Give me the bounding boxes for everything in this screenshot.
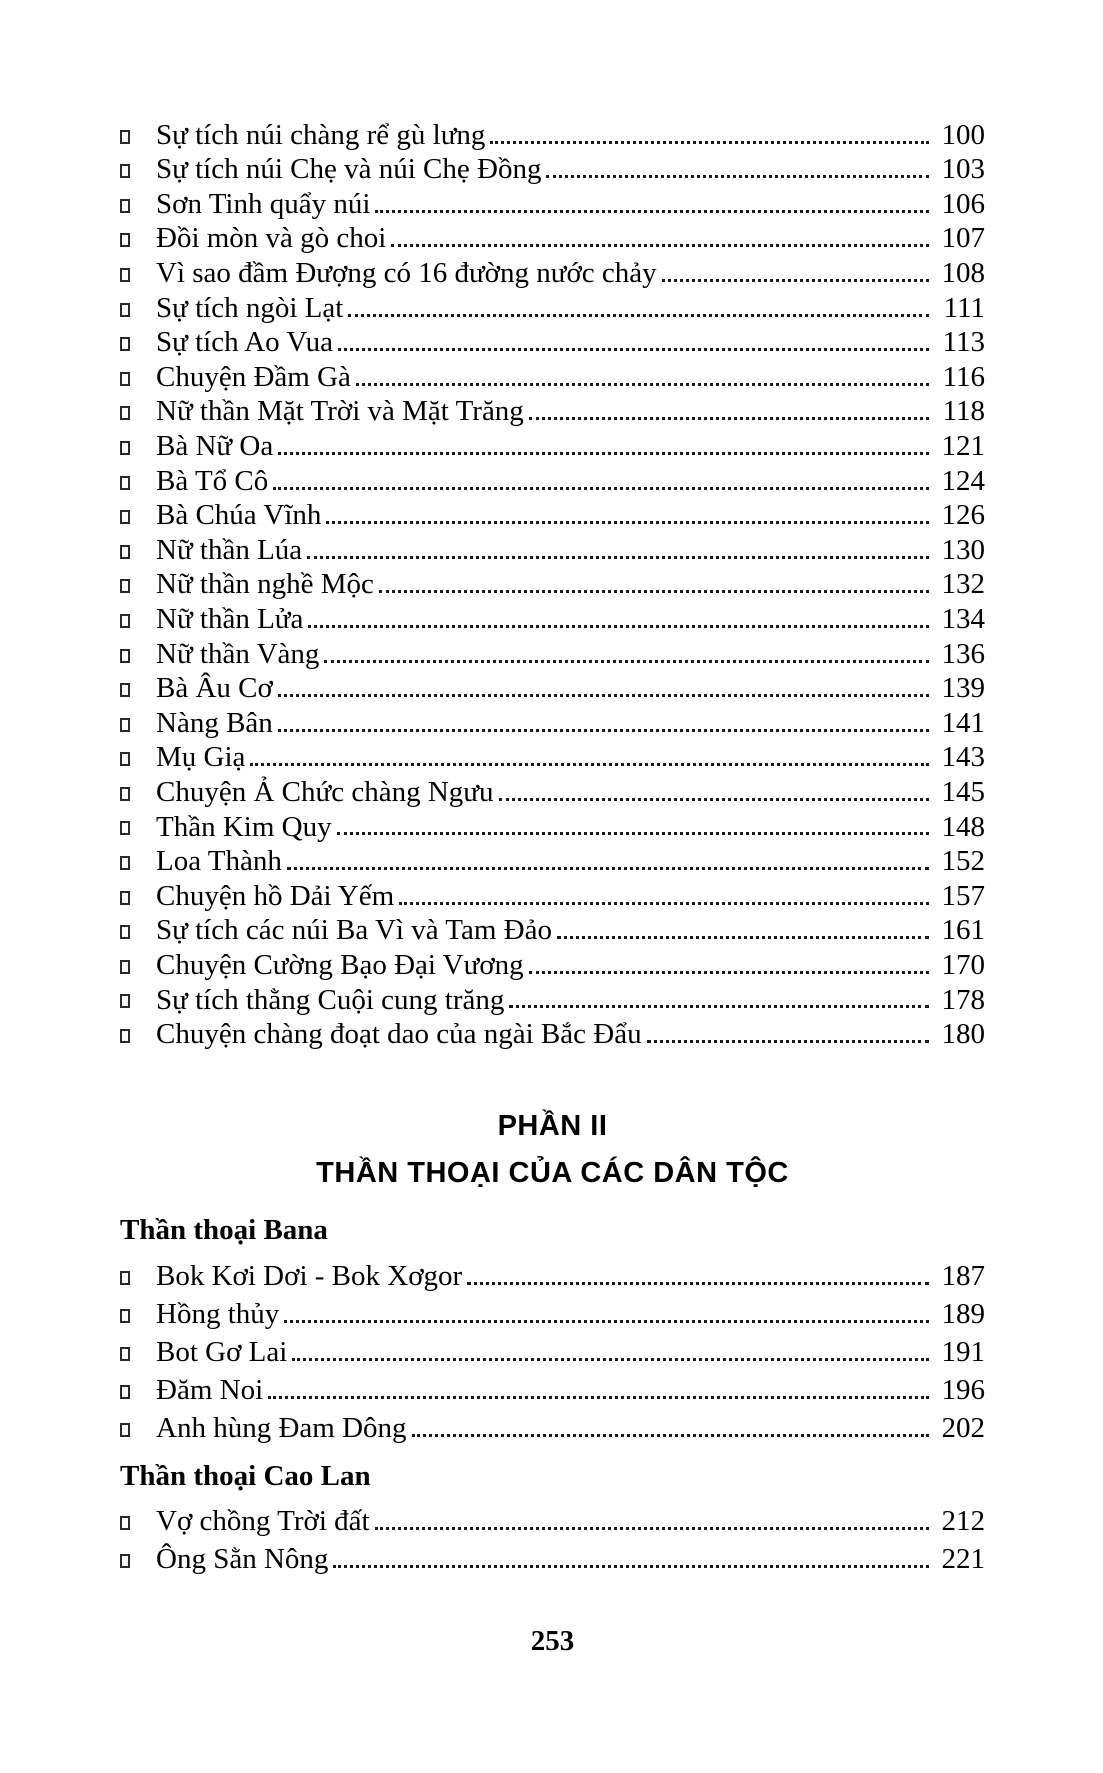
entry-title: Bok Kơi Dơi - Bok Xơgor xyxy=(156,1260,463,1293)
entry-title: Đồi mòn và gò choi xyxy=(156,222,387,255)
toc-entry xyxy=(120,1407,985,1445)
toc-entry xyxy=(120,1293,985,1331)
entry-title: Vợ chồng Trời đất xyxy=(156,1505,370,1538)
entry-title: Nữ thần Mặt Trời và Mặt Trăng xyxy=(156,395,524,428)
entry-title: Sự tích núi Chẹ và núi Chẹ Đồng xyxy=(156,153,542,186)
section-heading: Thần thoại Cao Lan xyxy=(120,1460,371,1493)
entry-title: Vì sao đầm Đượng có 16 đường nước chảy xyxy=(156,257,657,290)
dot-leader xyxy=(546,175,929,178)
entry-title: Loa Thành xyxy=(156,845,282,878)
entry-title: Thần Kim Quy xyxy=(156,810,332,843)
entry-page-number: 221 xyxy=(941,1543,985,1576)
dot-leader xyxy=(375,1527,929,1530)
square-bullet-icon xyxy=(120,856,130,870)
entry-page-number: 145 xyxy=(941,775,985,808)
entry-page-number: 108 xyxy=(941,257,985,290)
entry-title: Chuyện Đầm Gà xyxy=(156,360,351,393)
entry-page-number: 107 xyxy=(941,222,985,255)
dot-leader xyxy=(391,244,929,247)
entry-page-number: 141 xyxy=(941,706,985,739)
toc-entry xyxy=(120,290,985,325)
dot-leader xyxy=(273,487,929,490)
dot-leader xyxy=(467,1282,929,1285)
entry-title: Anh hùng Đam Dông xyxy=(156,1412,407,1445)
entry-title: Bà Nữ Oa xyxy=(156,430,274,463)
square-bullet-icon xyxy=(120,233,130,247)
toc-entry xyxy=(120,878,985,913)
entry-title: Chuyện Cường Bạo Đại Vương xyxy=(156,948,524,981)
toc-entry xyxy=(120,1500,985,1538)
entry-title: Sự tích các núi Ba Vì và Tam Đảo xyxy=(156,914,552,947)
entry-title: Nữ thần Lửa xyxy=(156,603,304,636)
toc-entry xyxy=(120,913,985,948)
square-bullet-icon xyxy=(120,1347,130,1361)
dot-leader xyxy=(348,314,929,317)
dot-leader xyxy=(287,867,929,870)
dot-leader xyxy=(308,625,929,628)
part2-title: PHẦN II xyxy=(497,1110,608,1143)
toc-entry xyxy=(120,843,985,878)
toc-entry xyxy=(120,947,985,982)
square-bullet-icon xyxy=(120,683,130,697)
entry-page-number: 170 xyxy=(941,948,985,981)
square-bullet-icon xyxy=(120,1029,130,1043)
entry-page-number: 113 xyxy=(942,326,985,359)
section-heading: Thần thoại Bana xyxy=(120,1214,328,1247)
toc-entry xyxy=(120,325,985,360)
toc-entry xyxy=(120,1016,985,1051)
entry-title: Chuyện Ả Chức chàng Ngưu xyxy=(156,775,494,808)
entry-title: Bot Gơ Lai xyxy=(156,1336,288,1369)
entry-page-number: 134 xyxy=(941,603,985,636)
dot-leader xyxy=(337,832,929,835)
entry-page-number: 187 xyxy=(941,1260,985,1293)
square-bullet-icon xyxy=(120,614,130,628)
toc-part2-sections xyxy=(120,1211,985,1576)
square-bullet-icon xyxy=(120,787,130,801)
entry-page-number: 111 xyxy=(943,291,985,324)
square-bullet-icon xyxy=(120,718,130,732)
dot-leader xyxy=(284,1320,929,1323)
entry-title: Chuyện hồ Dải Yếm xyxy=(156,879,395,912)
square-bullet-icon xyxy=(120,1271,130,1285)
toc-entry xyxy=(120,498,985,533)
square-bullet-icon xyxy=(120,372,130,386)
entry-page-number: 121 xyxy=(941,430,985,463)
toc-entry xyxy=(120,359,985,394)
toc-entry xyxy=(120,567,985,602)
entry-title: Hồng thủy xyxy=(156,1298,280,1331)
entry-page-number: 212 xyxy=(941,1505,985,1538)
entry-page-number: 124 xyxy=(941,464,985,497)
entry-page-number: 196 xyxy=(941,1374,985,1407)
entry-title: Mụ Giạ xyxy=(156,741,246,774)
entry-page-number: 148 xyxy=(941,810,985,843)
entry-page-number: 103 xyxy=(941,153,985,186)
square-bullet-icon xyxy=(120,579,130,593)
dot-leader xyxy=(356,383,929,386)
entry-page-number: 178 xyxy=(941,983,985,1016)
square-bullet-icon xyxy=(120,303,130,317)
toc-entry xyxy=(120,152,985,187)
entry-page-number: 202 xyxy=(941,1412,985,1445)
dot-leader xyxy=(379,590,929,593)
entry-page-number: 130 xyxy=(941,533,985,566)
square-bullet-icon xyxy=(120,130,130,144)
dot-leader xyxy=(278,452,929,455)
dot-leader xyxy=(278,729,929,732)
entry-page-number: 132 xyxy=(941,568,985,601)
dot-leader xyxy=(490,141,929,144)
entry-page-number: 100 xyxy=(941,118,985,151)
toc-entry xyxy=(120,186,985,221)
entry-page-number: 161 xyxy=(941,914,985,947)
toc-entry xyxy=(120,601,985,636)
dot-leader xyxy=(250,763,929,766)
square-bullet-icon xyxy=(120,337,130,351)
dot-leader xyxy=(509,1005,929,1008)
square-bullet-icon xyxy=(120,1554,130,1568)
toc-entry xyxy=(120,1255,985,1293)
dot-leader xyxy=(333,1565,929,1568)
entry-page-number: 118 xyxy=(942,395,985,428)
toc-entry xyxy=(120,982,985,1017)
toc-entry xyxy=(120,221,985,256)
square-bullet-icon xyxy=(120,752,130,766)
dot-leader xyxy=(278,694,929,697)
entry-title: Sự tích thằng Cuội cung trăng xyxy=(156,983,505,1016)
toc-entry xyxy=(120,117,985,152)
entry-page-number: 139 xyxy=(941,672,985,705)
entry-page-number: 126 xyxy=(941,499,985,532)
entry-title: Nữ thần nghề Mộc xyxy=(156,568,374,601)
toc-entry xyxy=(120,1331,985,1369)
toc-entry xyxy=(120,463,985,498)
square-bullet-icon xyxy=(120,1385,130,1399)
entry-page-number: 191 xyxy=(941,1336,985,1369)
square-bullet-icon xyxy=(120,1309,130,1323)
dot-leader xyxy=(307,556,929,559)
toc-entry xyxy=(120,428,985,463)
toc-entry xyxy=(120,255,985,290)
toc-entry xyxy=(120,671,985,706)
square-bullet-icon xyxy=(120,441,130,455)
square-bullet-icon xyxy=(120,821,130,835)
dot-leader xyxy=(268,1396,929,1399)
square-bullet-icon xyxy=(120,164,130,178)
entry-title: Đăm Noi xyxy=(156,1374,264,1407)
entry-page-number: 136 xyxy=(941,637,985,670)
dot-leader xyxy=(324,660,929,663)
entry-page-number: 180 xyxy=(941,1018,985,1051)
entry-title: Chuyện chàng đoạt dao của ngài Bắc Đẩu xyxy=(156,1018,642,1051)
entry-title: Sự tích núi chàng rể gù lưng xyxy=(156,118,486,151)
entry-title: Nữ thần Lúa xyxy=(156,533,303,566)
toc-entry xyxy=(120,636,985,671)
dot-leader xyxy=(529,417,929,420)
dot-leader xyxy=(399,902,929,905)
toc-entry xyxy=(120,1538,985,1576)
entry-title: Ông Sằn Nông xyxy=(156,1543,329,1576)
square-bullet-icon xyxy=(120,649,130,663)
entry-title: Sự tích Ao Vua xyxy=(156,326,333,359)
dot-leader xyxy=(662,279,929,282)
toc-entry xyxy=(120,705,985,740)
square-bullet-icon xyxy=(120,199,130,213)
square-bullet-icon xyxy=(120,891,130,905)
entry-page-number: 157 xyxy=(941,879,985,912)
page-footer-number: 253 xyxy=(530,1625,575,1658)
entry-title: Nàng Bân xyxy=(156,706,273,739)
toc-entry xyxy=(120,774,985,809)
toc-entry xyxy=(120,394,985,429)
dot-leader xyxy=(647,1040,929,1043)
entry-title: Nữ thần Vàng xyxy=(156,637,320,670)
toc-entry xyxy=(120,1369,985,1407)
entry-page-number: 116 xyxy=(942,360,985,393)
square-bullet-icon xyxy=(120,476,130,490)
entry-page-number: 189 xyxy=(941,1298,985,1331)
toc-entry xyxy=(120,532,985,567)
square-bullet-icon xyxy=(120,406,130,420)
entry-page-number: 106 xyxy=(941,187,985,220)
dot-leader xyxy=(529,971,929,974)
entry-title: Bà Tổ Cô xyxy=(156,464,269,497)
entry-title: Bà Âu Cơ xyxy=(156,672,273,705)
entry-page-number: 143 xyxy=(941,741,985,774)
dot-leader xyxy=(326,521,929,524)
dot-leader xyxy=(499,798,930,801)
square-bullet-icon xyxy=(120,994,130,1008)
square-bullet-icon xyxy=(120,268,130,282)
entry-page-number: 152 xyxy=(941,845,985,878)
toc-entry xyxy=(120,809,985,844)
square-bullet-icon xyxy=(120,1516,130,1530)
dot-leader xyxy=(557,936,929,939)
part2-heading xyxy=(120,1103,985,1197)
part2-subtitle: THẦN THOẠI CỦA CÁC DÂN TỘC xyxy=(316,1157,789,1190)
square-bullet-icon xyxy=(120,1423,130,1437)
square-bullet-icon xyxy=(120,960,130,974)
square-bullet-icon xyxy=(120,925,130,939)
entry-title: Sơn Tinh quẩy núi xyxy=(156,187,371,220)
dot-leader xyxy=(412,1434,929,1437)
dot-leader xyxy=(338,348,929,351)
entry-title: Sự tích ngòi Lạt xyxy=(156,291,344,324)
square-bullet-icon xyxy=(120,510,130,524)
toc-part1-list xyxy=(120,0,985,1051)
square-bullet-icon xyxy=(120,545,130,559)
toc-entry xyxy=(120,740,985,775)
dot-leader xyxy=(375,210,929,213)
dot-leader xyxy=(292,1358,929,1361)
entry-title: Bà Chúa Vĩnh xyxy=(156,499,322,532)
